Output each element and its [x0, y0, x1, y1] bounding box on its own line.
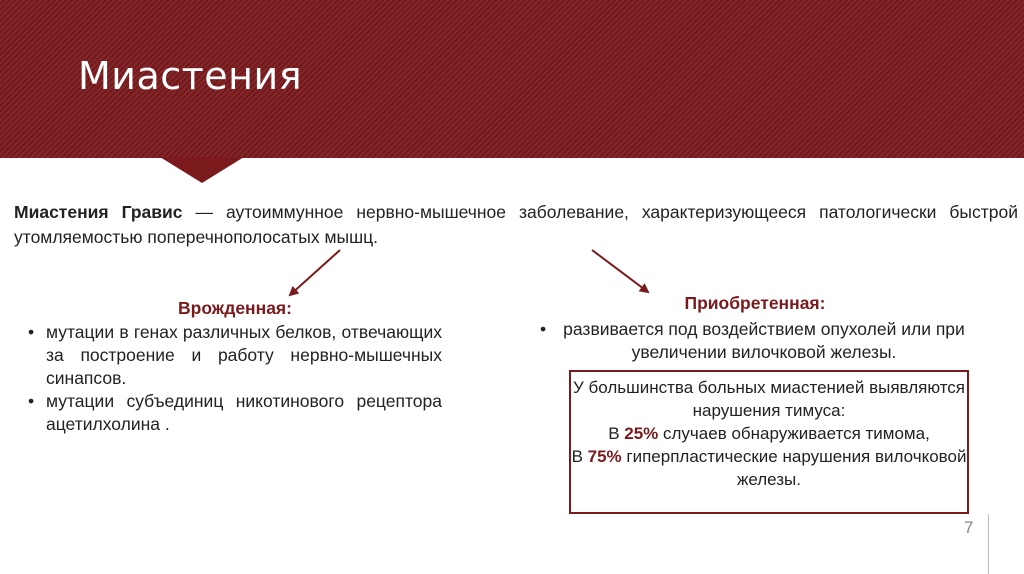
- footer-divider: [988, 514, 989, 574]
- list-item: • мутации в генах различных белков, отвечающих за построение и работу нервно-мышечных синапсов.: [28, 322, 442, 388]
- congenital-list: [18, 321, 442, 436]
- list-item: • мутации субъединиц никотинового рецептора ацетилхолина .: [28, 391, 442, 434]
- intro-term: Миастения Гравис: [14, 202, 183, 222]
- page-number: 7: [964, 518, 974, 537]
- infobox-line1: У большинства больных миастенией выявляются нарушения тимуса:: [572, 378, 965, 420]
- arrow-to-congenital: [290, 250, 340, 295]
- thymus-infobox: [569, 370, 969, 514]
- intro-text: — аутоиммунное нервно-мышечное заболевание, характеризующееся патологически быстрой утомляемостью поперечнополосатых мышц.: [14, 202, 1018, 247]
- acquired-list: [530, 318, 970, 364]
- bullet-icon: •: [28, 391, 35, 411]
- bullet-icon: •: [540, 319, 547, 339]
- slide-title: Миастения: [78, 54, 303, 98]
- percent-75: 75%: [587, 447, 622, 466]
- acquired-title: Приобретенная:: [684, 293, 826, 313]
- percent-25: 25%: [624, 424, 659, 443]
- bullet-icon: •: [28, 322, 35, 342]
- infobox-line3: В 75% гиперпластические нарушения вилочковой железы.: [571, 447, 967, 489]
- list-item: • развивается под воздействием опухолей или при увеличении вилочковой железы.: [540, 319, 965, 362]
- infobox-line2: В 25% случаев обнаруживается тимома,: [608, 424, 930, 443]
- congenital-title: Врожденная:: [178, 298, 292, 318]
- arrow-to-acquired: [592, 250, 648, 292]
